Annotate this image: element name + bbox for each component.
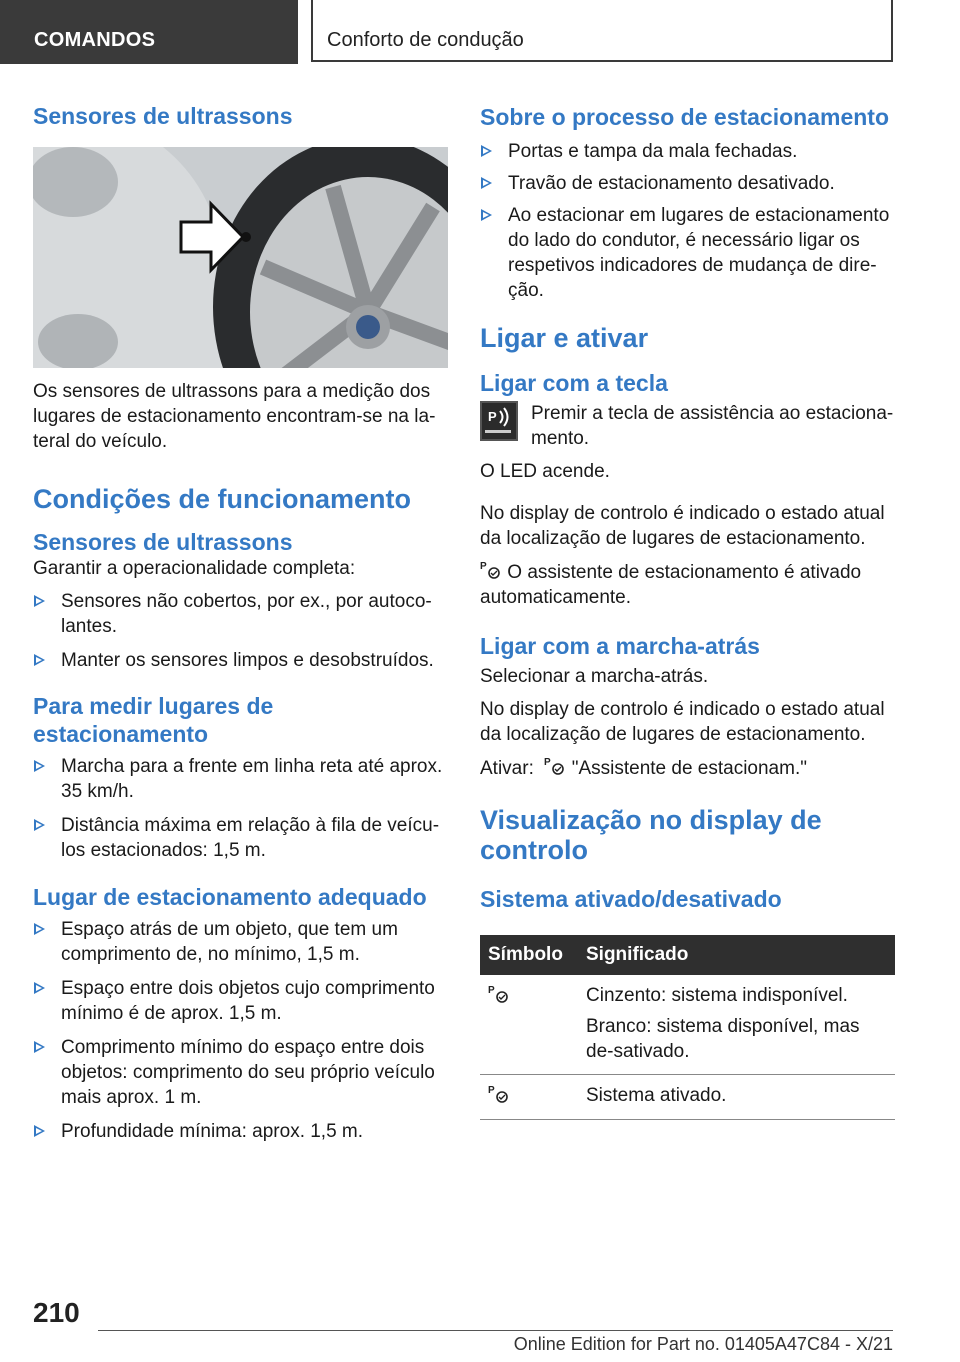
measure-list <box>33 754 448 863</box>
park-assist-icon <box>488 983 510 1005</box>
key-instruction <box>480 401 895 451</box>
auto-activation: P O assistente de estacionamento é ativado automaticamente. <box>480 561 862 608</box>
chapter-label: Conforto de condução <box>327 29 524 51</box>
list-item: Espaço entre dois objetos cujo comprimento mínimo é de aprox. 1,5 m. <box>33 976 448 1026</box>
heading-on: Ligar e ativar <box>480 323 649 353</box>
symbol-table <box>480 935 895 1120</box>
list-item: Ao estacionar em lugares de estacionamento do lado do condutor, é necessário ligar os respetivos indicadores de mudança de dire-ção. <box>480 203 895 303</box>
park-assist-active-icon <box>488 1083 510 1105</box>
svg-text:P: P <box>488 1085 495 1096</box>
heading-sensors: Sensores de ultrassons <box>33 103 293 129</box>
key-text: Premir a tecla de assistência ao estaciona-mento. <box>531 403 894 449</box>
svg-text:P: P <box>544 757 552 768</box>
left-column <box>33 100 448 1144</box>
heading-suitable: Lugar de estacionamento adequado <box>33 884 427 910</box>
svg-text:P: P <box>488 409 497 424</box>
park-assist-icon <box>480 559 502 581</box>
page-number: 210 <box>33 1297 80 1328</box>
sensor-description: Os sensores de ultrassons para a medição dos lugares de estacionamento encontram-se na la-teral do veículo. <box>33 381 436 452</box>
heading-system: Sistema ativado/desativado <box>480 886 782 912</box>
heading-sensors-2: Sensores de ultrassons <box>33 529 293 555</box>
col-meaning: Significado <box>578 935 895 975</box>
table-row <box>480 975 895 1075</box>
list-item: Marcha para a frente em linha reta até aprox. 35 km/h. <box>33 754 448 804</box>
list-item: Comprimento mínimo do espaço entre dois objetos: comprimento do seu próprio veículo mais aprox. 1 m. <box>33 1035 448 1110</box>
triangle-bullet-icon <box>34 923 45 935</box>
chapter-tab <box>311 0 893 62</box>
triangle-bullet-icon <box>481 177 492 189</box>
activate-line: Ativar: P "Assistente de estacionam." <box>480 757 807 779</box>
list-item: Travão de estacionamento desativado. <box>480 171 895 196</box>
triangle-bullet-icon <box>34 982 45 994</box>
table-row <box>480 1075 895 1120</box>
meaning-cell: Cinzento: sistema indisponível. Branco: sistema disponível, mas de-sativado. <box>578 975 895 1075</box>
heading-visual: Visualização no display de controlo <box>480 805 822 865</box>
park-assist-key-icon <box>480 401 518 441</box>
heading-measure: Para medir lugares de estacionamento <box>33 693 274 747</box>
list-item: Sensores não cobertos, por ex., por autoco-lantes. <box>33 589 448 639</box>
heading-conditions: Condições de funcionamento <box>33 484 412 514</box>
meaning-cell: Sistema ativado. <box>578 1075 895 1120</box>
triangle-bullet-icon <box>34 1125 45 1137</box>
heading-reverse: Ligar com a marcha-atrás <box>480 633 760 659</box>
list-item: Portas e tampa da mala fechadas. <box>480 139 895 164</box>
heading-process: Sobre o processo de estacionamento <box>480 104 890 130</box>
list-item: Profundidade mínima: aprox. 1,5 m. <box>33 1119 448 1144</box>
reverse-text: Selecionar a marcha-atrás. <box>480 666 709 687</box>
sensors-intro: Garantir a operacionalidade completa: <box>33 558 356 579</box>
section-tab <box>0 0 298 64</box>
triangle-bullet-icon <box>481 209 492 221</box>
footer-divider <box>98 1330 893 1331</box>
park-assist-icon <box>544 755 566 777</box>
edition-text: Online Edition for Part no. 01405A47C84 - X/21 <box>513 1334 893 1354</box>
led-text: O LED acende. <box>480 461 610 482</box>
process-list <box>480 139 895 303</box>
list-item: Espaço atrás de um objeto, que tem um comprimento de, no mínimo, 1,5 m. <box>33 917 448 967</box>
triangle-bullet-icon <box>34 819 45 831</box>
list-item: Manter os sensores limpos e desobstruídos. <box>33 648 448 673</box>
suitable-list <box>33 917 448 1144</box>
svg-text:P: P <box>488 985 495 996</box>
heading-key: Ligar com a tecla <box>480 370 668 396</box>
right-column <box>480 100 895 1120</box>
triangle-bullet-icon <box>34 654 45 666</box>
triangle-bullet-icon <box>34 1041 45 1053</box>
section-label: COMANDOS <box>34 29 156 51</box>
display-text-2: No display de controlo é indicado o estado atual da localização de lugares de estacionamento. <box>480 699 885 745</box>
sensors-list <box>33 589 448 673</box>
triangle-bullet-icon <box>34 760 45 772</box>
col-symbol: Símbolo <box>480 935 578 975</box>
triangle-bullet-icon <box>34 595 45 607</box>
symbol-cell <box>480 1075 578 1120</box>
svg-text:P: P <box>480 561 487 572</box>
display-text: No display de controlo é indicado o estado atual da localização de lugares de estacionamento. <box>480 503 885 549</box>
list-item: Distância máxima em relação à fila de veícu-los estacionados: 1,5 m. <box>33 813 448 863</box>
sensor-photo <box>33 147 448 368</box>
triangle-bullet-icon <box>481 145 492 157</box>
symbol-cell <box>480 975 578 1075</box>
